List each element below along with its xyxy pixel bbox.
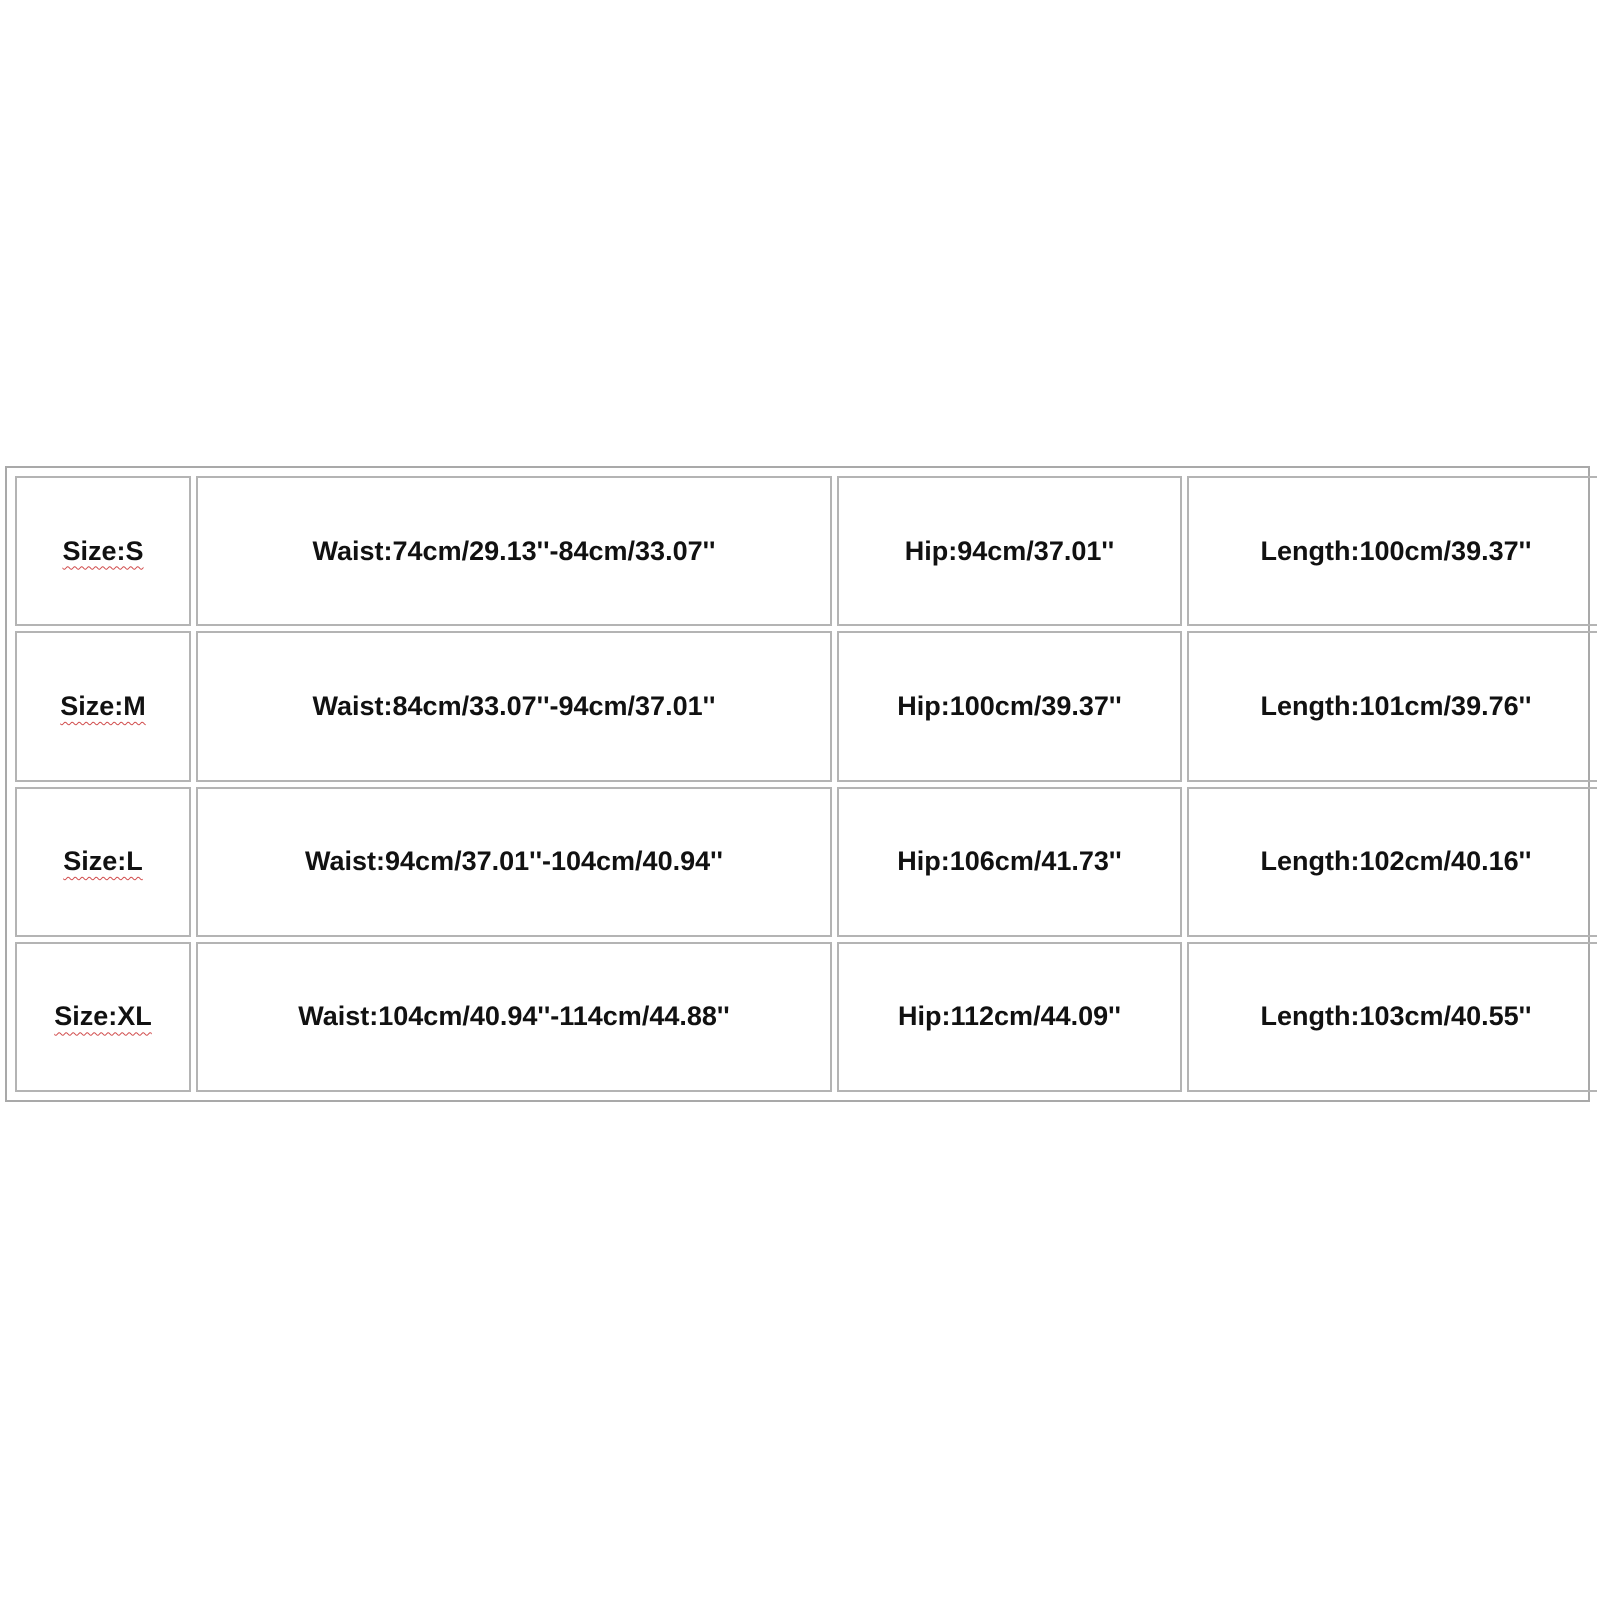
size-label: Size:L xyxy=(63,846,143,877)
size-cell xyxy=(15,631,191,781)
length-cell: Length:102cm/40.16'' xyxy=(1187,787,1597,937)
size-chart-table xyxy=(5,466,1590,1102)
length-cell: Length:103cm/40.55'' xyxy=(1187,942,1597,1092)
size-cell xyxy=(15,476,191,626)
waist-cell: Waist:74cm/29.13''-84cm/33.07'' xyxy=(196,476,832,626)
size-label: Size:S xyxy=(62,535,144,566)
table-row xyxy=(15,942,1597,1092)
waist-cell: Waist:94cm/37.01''-104cm/40.94'' xyxy=(196,787,832,937)
table-row xyxy=(15,787,1597,937)
hip-cell: Hip:106cm/41.73'' xyxy=(837,787,1182,937)
hip-cell: Hip:100cm/39.37'' xyxy=(837,631,1182,781)
hip-cell: Hip:112cm/44.09'' xyxy=(837,942,1182,1092)
size-label: Size:M xyxy=(60,690,146,721)
size-table xyxy=(10,471,1597,1097)
length-cell: Length:101cm/39.76'' xyxy=(1187,631,1597,781)
hip-cell: Hip:94cm/37.01'' xyxy=(837,476,1182,626)
waist-cell: Waist:84cm/33.07''-94cm/37.01'' xyxy=(196,631,832,781)
length-cell: Length:100cm/39.37'' xyxy=(1187,476,1597,626)
waist-cell: Waist:104cm/40.94''-114cm/44.88'' xyxy=(196,942,832,1092)
size-label: Size:XL xyxy=(54,1001,152,1032)
table-row xyxy=(15,631,1597,781)
size-cell xyxy=(15,787,191,937)
size-cell xyxy=(15,942,191,1092)
table-row xyxy=(15,476,1597,626)
